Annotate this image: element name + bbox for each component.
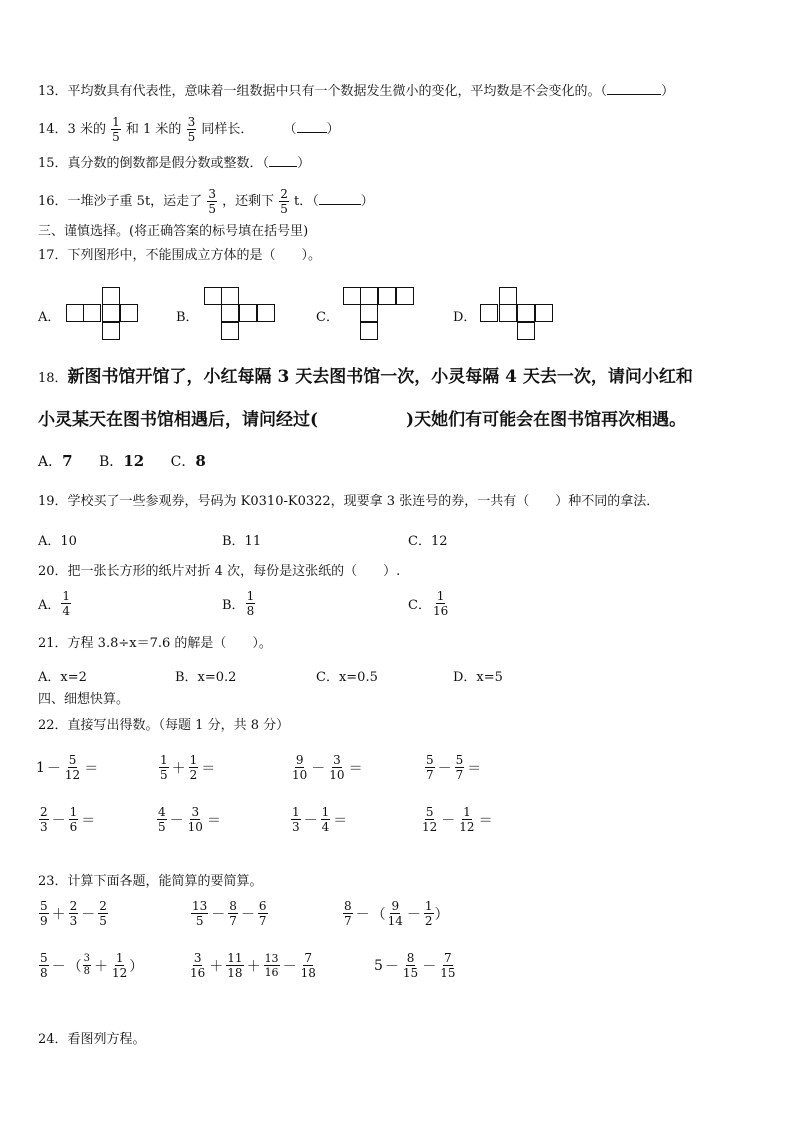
fraction: $\frac{8}{7}$ bbox=[344, 899, 352, 928]
net-square bbox=[120, 304, 138, 322]
fraction: $\frac{3}{8}$ bbox=[83, 953, 91, 977]
fraction: $\frac{8}{15}$ bbox=[402, 951, 419, 980]
expression: $\frac{1}{3}$ － $\frac{1}{4}$ ＝ bbox=[292, 805, 348, 834]
net-square bbox=[378, 287, 396, 305]
expression: $\frac{3}{16}$ ＋ $\frac{11}{18}$ ＋ $\frac{13}{16}$ － $\frac{7}{18}$ bbox=[190, 951, 316, 980]
answer-blank[interactable] bbox=[269, 154, 297, 167]
fraction: $\frac{1}{12}$ bbox=[112, 951, 128, 980]
fraction: $\frac{3}{10}$ bbox=[329, 753, 345, 782]
expression: $\frac{5}{9}$ ＋ $\frac{2}{3}$ － $\frac{2}{5}$ bbox=[40, 899, 107, 928]
fraction: $\frac{2}{5}$ bbox=[280, 187, 288, 216]
option-b[interactable]: B．x=0.2 bbox=[175, 670, 237, 685]
option-c[interactable]: C．12 bbox=[408, 534, 448, 549]
option-a[interactable]: A．x=2 bbox=[38, 670, 87, 685]
fraction: $\frac{7}{15}$ bbox=[440, 951, 456, 980]
fraction: $\frac{4}{5}$ bbox=[158, 805, 166, 834]
net-square bbox=[66, 304, 84, 322]
fraction: $\frac{1}{2}$ bbox=[189, 753, 198, 782]
fraction: $\frac{1}{12}$ bbox=[459, 805, 475, 834]
fraction: $\frac{8}{7}$ bbox=[229, 899, 237, 928]
question-18-options bbox=[38, 451, 206, 472]
question-18: 18．新图书馆开馆了，小红每隔 3 天去图书馆一次，小灵每隔 4 天去一次，请问小红和 bbox=[38, 367, 693, 387]
option-c[interactable]: C．x=0.5 bbox=[316, 670, 378, 685]
fraction: $\frac{1}{6}$ bbox=[69, 805, 78, 834]
fraction: $\frac{11}{18}$ bbox=[227, 951, 243, 980]
net-square bbox=[83, 304, 101, 322]
question-22: 22．直接写出得数。（每题 1 分，共 8 分） bbox=[38, 718, 290, 733]
fraction: $\frac{1}{2}$ bbox=[424, 899, 433, 928]
fraction: $\frac{2}{3}$ bbox=[69, 899, 78, 928]
net-square bbox=[343, 287, 361, 305]
option-b-label: B． bbox=[176, 310, 199, 325]
expression: $\frac{8}{7}$ － （ $\frac{9}{14}$ － $\frac{1}{2}$ ） bbox=[344, 899, 449, 928]
expression: 1 － $\frac{5}{12}$ ＝ bbox=[36, 753, 99, 782]
fraction: $\frac{3}{5}$ bbox=[208, 187, 216, 216]
option-a[interactable]: A．7 bbox=[38, 452, 73, 470]
section-4-heading: 四、细想快算。 bbox=[38, 692, 130, 707]
answer-blank[interactable] bbox=[607, 82, 661, 95]
net-square bbox=[221, 304, 239, 322]
option-d[interactable]: D．x=5 bbox=[453, 670, 503, 685]
fraction: $\frac{5}{12}$ bbox=[422, 805, 438, 834]
fraction: $\frac{5}{7}$ bbox=[426, 753, 434, 782]
net-square bbox=[204, 287, 222, 305]
net-square bbox=[360, 287, 378, 305]
option-d-label: D． bbox=[453, 310, 477, 325]
fraction: $\frac{1}{16}$ bbox=[432, 589, 449, 618]
section-3-heading: 三、谨慎选择。(将正确答案的标号填在括号里) bbox=[38, 224, 309, 239]
option-c[interactable]: C．8 bbox=[170, 452, 206, 470]
net-square bbox=[102, 287, 120, 305]
net-square bbox=[360, 322, 378, 340]
question-18-line2: 小灵某天在图书馆相遇后，请问经过( )天她们有可能会在图书馆再次相遇。 bbox=[38, 410, 687, 430]
option-c[interactable]: C． $\frac{1}{16}$ bbox=[408, 589, 449, 618]
option-a-label: A． bbox=[38, 310, 61, 325]
net-square bbox=[396, 287, 414, 305]
expression: $\frac{5}{8}$ － （ $\frac{3}{8}$ ＋ $\frac{1}{12}$ ） bbox=[40, 951, 144, 980]
option-a[interactable]: A． $\frac{1}{4}$ bbox=[38, 589, 71, 618]
question-19: 19．学校买了一些参观券，号码为 K0310-K0322，现要拿 3 张连号的券，一共有（ ）种不同的拿法． bbox=[38, 494, 660, 509]
answer-blank[interactable] bbox=[297, 120, 327, 133]
expression: $\frac{1}{5}$ ＋ $\frac{1}{2}$ ＝ bbox=[160, 753, 216, 782]
question-20: 20．把一张长方形的纸片对折 4 次，每份是这张纸的（ ）. bbox=[38, 564, 401, 579]
net-square bbox=[517, 322, 535, 340]
fraction: $\frac{3}{16}$ bbox=[190, 951, 206, 980]
fraction: $\frac{5}{8}$ bbox=[40, 951, 48, 980]
net-square bbox=[221, 322, 239, 340]
option-b[interactable]: B．11 bbox=[222, 534, 262, 549]
net-square bbox=[535, 304, 553, 322]
fraction: $\frac{7}{18}$ bbox=[300, 951, 316, 980]
fraction: $\frac{1}{5}$ bbox=[112, 115, 120, 144]
fraction: $\frac{1}{4}$ bbox=[321, 805, 330, 834]
fraction: $\frac{1}{4}$ bbox=[62, 589, 71, 618]
fraction: $\frac{2}{5}$ bbox=[99, 899, 107, 928]
option-c-label: C． bbox=[316, 310, 339, 325]
fraction: $\frac{1}{8}$ bbox=[246, 589, 255, 618]
option-b[interactable]: B．12 bbox=[99, 452, 145, 470]
question-13: 13．平均数具有代表性，意味着一组数据中只有一个数据发生微小的变化，平均数是不会变化的。（ ） bbox=[38, 84, 675, 99]
question-16: 16．一堆沙子重 5t，运走了 $\frac{3}{5}$ ，还剩下 $\frac{2}{5}$ t．（ ） bbox=[38, 187, 374, 216]
net-square bbox=[499, 287, 517, 305]
question-21: 21．方程 3.8÷x＝7.6 的解是（ ）。 bbox=[38, 636, 272, 651]
fraction: $\frac{6}{7}$ bbox=[258, 899, 267, 928]
fraction: $\frac{3}{5}$ bbox=[187, 115, 196, 144]
fraction: $\frac{9}{10}$ bbox=[292, 753, 308, 782]
fraction: $\frac{13}{5}$ bbox=[192, 899, 208, 928]
fraction: $\frac{5}{7}$ bbox=[455, 753, 464, 782]
answer-blank[interactable] bbox=[319, 192, 361, 205]
question-17: 17．下列图形中，不能围成立方体的是（ ）。 bbox=[38, 248, 322, 263]
expression: $\frac{13}{5}$ － $\frac{8}{7}$ － $\frac{6}{7}$ bbox=[192, 899, 267, 928]
fraction: $\frac{1}{5}$ bbox=[160, 753, 168, 782]
option-a[interactable]: A．10 bbox=[38, 534, 77, 549]
question-14: 14．3 米的 $\frac{1}{5}$ 和 1 米的 $\frac{3}{5}$ 同样长． （ ） bbox=[38, 115, 340, 144]
net-square bbox=[257, 304, 275, 322]
expression: 5 － $\frac{8}{15}$ － $\frac{7}{15}$ bbox=[374, 951, 456, 980]
fraction: $\frac{9}{14}$ bbox=[387, 899, 403, 928]
expression: $\frac{5}{12}$ － $\frac{1}{12}$ ＝ bbox=[422, 805, 493, 834]
net-square bbox=[221, 287, 239, 305]
expression: $\frac{4}{5}$ － $\frac{3}{10}$ ＝ bbox=[158, 805, 221, 834]
net-square bbox=[102, 322, 120, 340]
option-b[interactable]: B． $\frac{1}{8}$ bbox=[222, 589, 255, 618]
question-24: 24．看图列方程。 bbox=[38, 1032, 146, 1047]
fraction: $\frac{1}{3}$ bbox=[292, 805, 300, 834]
fraction: $\frac{13}{16}$ bbox=[264, 952, 279, 979]
expression: $\frac{5}{7}$ － $\frac{5}{7}$ ＝ bbox=[426, 753, 482, 782]
net-square bbox=[239, 304, 257, 322]
net-square bbox=[102, 304, 120, 322]
expression: $\frac{2}{3}$ － $\frac{1}{6}$ ＝ bbox=[40, 805, 96, 834]
net-square bbox=[499, 304, 517, 322]
question-15: 15．真分数的倒数都是假分数或整数．（ ） bbox=[38, 156, 311, 171]
fraction: $\frac{5}{12}$ bbox=[64, 753, 81, 782]
net-square bbox=[360, 304, 378, 322]
net-square bbox=[517, 304, 535, 322]
expression: $\frac{9}{10}$ － $\frac{3}{10}$ ＝ bbox=[292, 753, 363, 782]
fraction: $\frac{3}{10}$ bbox=[187, 805, 203, 834]
fraction: $\frac{2}{3}$ bbox=[40, 805, 48, 834]
question-23: 23．计算下面各题，能简算的要简算。 bbox=[38, 874, 263, 889]
answer-blank[interactable] bbox=[318, 413, 406, 425]
net-square bbox=[480, 304, 498, 322]
fraction: $\frac{5}{9}$ bbox=[40, 899, 48, 928]
